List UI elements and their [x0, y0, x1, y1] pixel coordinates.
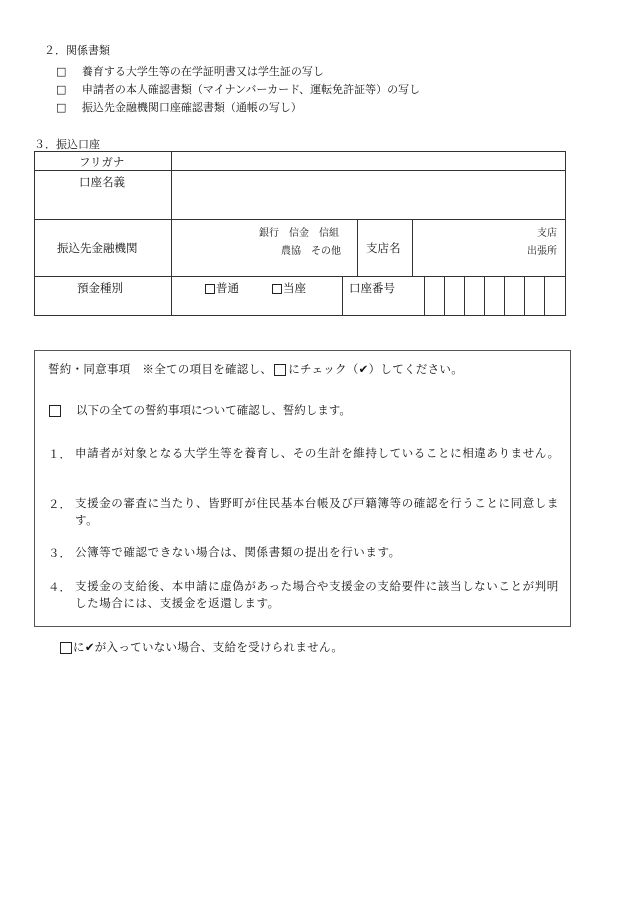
agreement-checkbox[interactable] — [49, 405, 61, 417]
deposit-option-current[interactable] — [272, 280, 306, 296]
document-item-label: 申請者の本人確認書類（マイナンバーカード、運転免許証等）の写し — [81, 83, 421, 96]
branch-type-line2: 出張所 — [527, 246, 557, 257]
account-name-label: 口座名義 — [79, 175, 125, 189]
agreement-item-num: ４． — [48, 580, 71, 594]
checkbox[interactable]: □ — [56, 101, 67, 114]
checkbox-icon — [60, 642, 72, 654]
agreement-confirm-label: 以下の全ての誓約事項について確認し、誓約します。 — [76, 403, 351, 417]
checkbox-icon — [274, 364, 286, 376]
bank-type-line1: 銀行 信金 信組 — [259, 228, 339, 239]
document-item-id-card — [56, 81, 420, 97]
deposit-option-label: 当座 — [283, 281, 306, 295]
furigana-label: フリガナ — [79, 155, 125, 169]
document-item-student-id — [56, 63, 324, 79]
agreement-item-num: ２． — [48, 497, 71, 511]
document-item-label: 振込先金融機関口座確認書類（通帳の写し） — [81, 101, 302, 114]
deposit-option-ordinary[interactable] — [205, 280, 239, 296]
check-mark-icon: ✔ — [84, 640, 95, 654]
agreement-item-text: 申請者が対象となる大学生等を養育し、その生計を維持していることに相違ありません。 — [75, 446, 560, 460]
branch-type-line1: 支店 — [537, 228, 557, 239]
branch-label: 支店名 — [366, 241, 401, 255]
agreement-item-text: 公簿等で確認できない場合は、関係書類の提出を行います。 — [75, 545, 401, 559]
agreement-title — [48, 361, 463, 377]
agreement-item-num: １． — [48, 447, 71, 461]
bank-type-line2: 農協 その他 — [281, 246, 341, 257]
deposit-type-label: 預金種別 — [77, 281, 123, 295]
deposit-option-label: 普通 — [216, 281, 239, 295]
section3-heading: ３．振込口座 — [34, 138, 100, 151]
bank-account-table — [34, 151, 566, 316]
account-number-label: 口座番号 — [349, 281, 395, 295]
checkbox[interactable] — [272, 284, 282, 294]
bank-label: 振込先金融機関 — [57, 241, 138, 255]
footer-note-prefix: に — [73, 640, 85, 654]
agreement-item-text: 支援金の審査に当たり、皆野町が住民基本台帳及び戸籍簿等の確認を行うことに同意します。 — [75, 496, 559, 527]
agreement-confirm-row[interactable] — [49, 402, 351, 418]
checkbox[interactable] — [205, 284, 215, 294]
checkbox[interactable]: □ — [56, 83, 67, 96]
footer-note-text: が入っていない場合、支給を受けられません。 — [94, 640, 344, 654]
checkbox[interactable]: □ — [56, 65, 67, 78]
agreement-item-text: 支援金の支給後、本申請に虚偽があった場合や支援金の支給要件に該当しないことが判明した場合には、支援金を返還します。 — [75, 579, 559, 610]
agreement-box — [34, 350, 571, 627]
document-item-label: 養育する大学生等の在学証明書又は学生証の写し — [81, 65, 324, 78]
section2-heading: ２．関係書類 — [44, 44, 110, 57]
agreement-title-suffix: にチェック（✔）してください。 — [288, 362, 463, 376]
footer-note — [60, 639, 343, 655]
agreement-item-num: ３． — [48, 546, 71, 560]
document-item-bankbook — [56, 99, 302, 115]
agreement-title-text: 誓約・同意事項 ※全ての項目を確認し、 — [48, 362, 273, 376]
